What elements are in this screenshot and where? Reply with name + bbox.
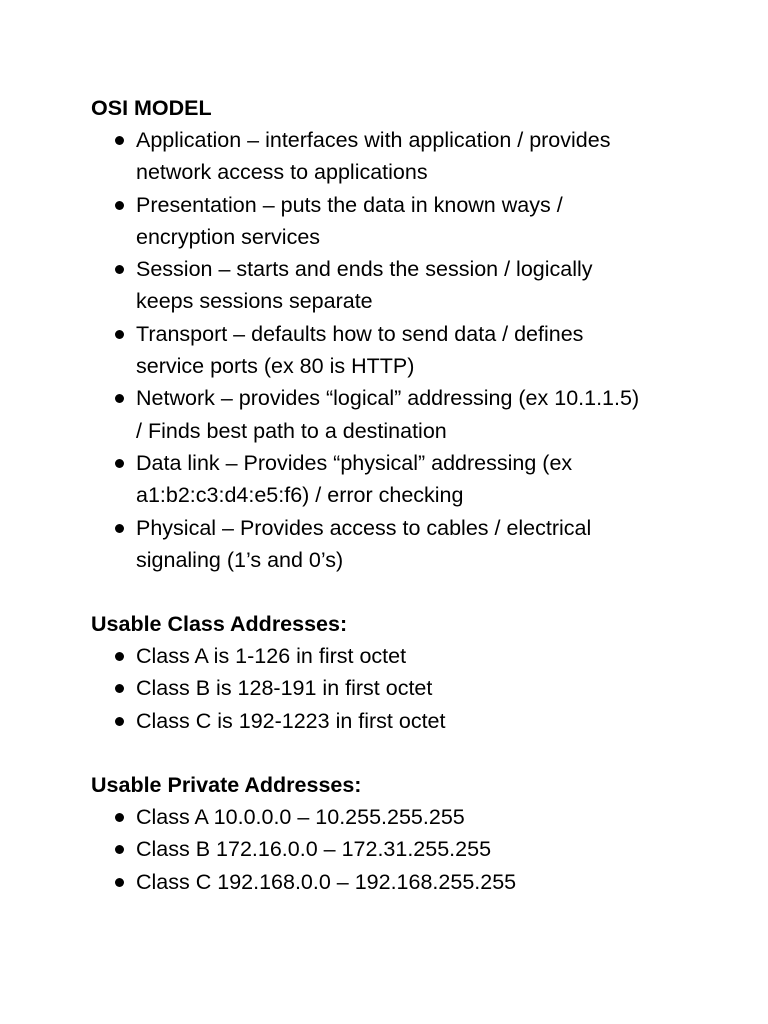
osi-layer-network bbox=[91, 382, 691, 447]
list-item-text: service ports (ex 80 is HTTP) bbox=[136, 354, 415, 379]
list-item-text: Transport – defaults how to send data / defines bbox=[136, 321, 584, 346]
list-item-text: Physical – Provides access to cables / electrical bbox=[136, 515, 592, 540]
bullet-icon bbox=[115, 330, 124, 339]
list-item bbox=[91, 801, 691, 833]
list-item-text: encryption services bbox=[136, 224, 321, 249]
bullet-icon bbox=[115, 524, 124, 533]
list-item-text: Data link – Provides “physical” addressing (ex bbox=[136, 450, 573, 475]
list-item-text: Presentation – puts the data in known ways / bbox=[136, 192, 563, 217]
osi-layer-presentation bbox=[91, 189, 691, 254]
osi-model-section bbox=[91, 92, 691, 576]
list-item-text: Session – starts and ends the session / logically bbox=[136, 257, 593, 282]
bullet-icon bbox=[115, 265, 124, 274]
list-item bbox=[91, 833, 691, 865]
list-item-text: Class C 192.168.0.0 – 192.168.255.255 bbox=[136, 869, 517, 894]
bullet-icon bbox=[115, 845, 124, 854]
bullet-icon bbox=[115, 459, 124, 468]
list-item-text: Network – provides “logical” addressing (ex 10.1.1.5) bbox=[136, 386, 640, 411]
bullet-icon bbox=[115, 652, 124, 661]
list-item bbox=[91, 866, 691, 898]
document-page bbox=[91, 92, 691, 898]
section-spacer bbox=[91, 576, 691, 608]
class-addresses-list bbox=[91, 640, 691, 737]
bullet-icon bbox=[115, 136, 124, 145]
list-item-text: Class B is 128-191 in first octet bbox=[136, 676, 433, 701]
list-item bbox=[91, 672, 691, 704]
class-addresses-heading: Usable Class Addresses: bbox=[91, 612, 348, 637]
list-item-text: / Finds best path to a destination bbox=[136, 418, 447, 443]
section-spacer bbox=[91, 737, 691, 769]
list-item-text: Application – interfaces with application / provides bbox=[136, 128, 611, 152]
bullet-icon bbox=[115, 201, 124, 210]
private-addresses-heading: Usable Private Addresses: bbox=[91, 773, 362, 798]
osi-layer-application bbox=[91, 124, 691, 189]
list-item-text: signaling (1’s and 0’s) bbox=[136, 547, 344, 572]
osi-model-heading: OSI MODEL bbox=[91, 96, 212, 120]
osi-layer-transport bbox=[91, 318, 691, 383]
bullet-icon bbox=[115, 878, 124, 887]
bullet-icon bbox=[115, 684, 124, 693]
list-item-text: keeps sessions separate bbox=[136, 289, 373, 314]
private-addresses-section bbox=[91, 769, 691, 898]
class-addresses-section bbox=[91, 608, 691, 737]
list-item-text: network access to applications bbox=[136, 160, 428, 185]
osi-layer-session bbox=[91, 253, 691, 318]
osi-layer-physical bbox=[91, 512, 691, 577]
list-item bbox=[91, 705, 691, 737]
list-item-text: Class A 10.0.0.0 – 10.255.255.255 bbox=[136, 805, 465, 830]
list-item-text: Class B 172.16.0.0 – 172.31.255.255 bbox=[136, 837, 492, 862]
osi-layer-data-link bbox=[91, 447, 691, 512]
private-addresses-list bbox=[91, 801, 691, 898]
bullet-icon bbox=[115, 717, 124, 726]
list-item-text: a1:b2:c3:d4:e5:f6) / error checking bbox=[136, 483, 464, 508]
bullet-icon bbox=[115, 394, 124, 403]
osi-layer-list bbox=[91, 124, 691, 576]
list-item-text: Class C is 192-1223 in first octet bbox=[136, 708, 446, 733]
list-item bbox=[91, 640, 691, 672]
bullet-icon bbox=[115, 813, 124, 822]
list-item-text: Class A is 1-126 in first octet bbox=[136, 644, 407, 669]
